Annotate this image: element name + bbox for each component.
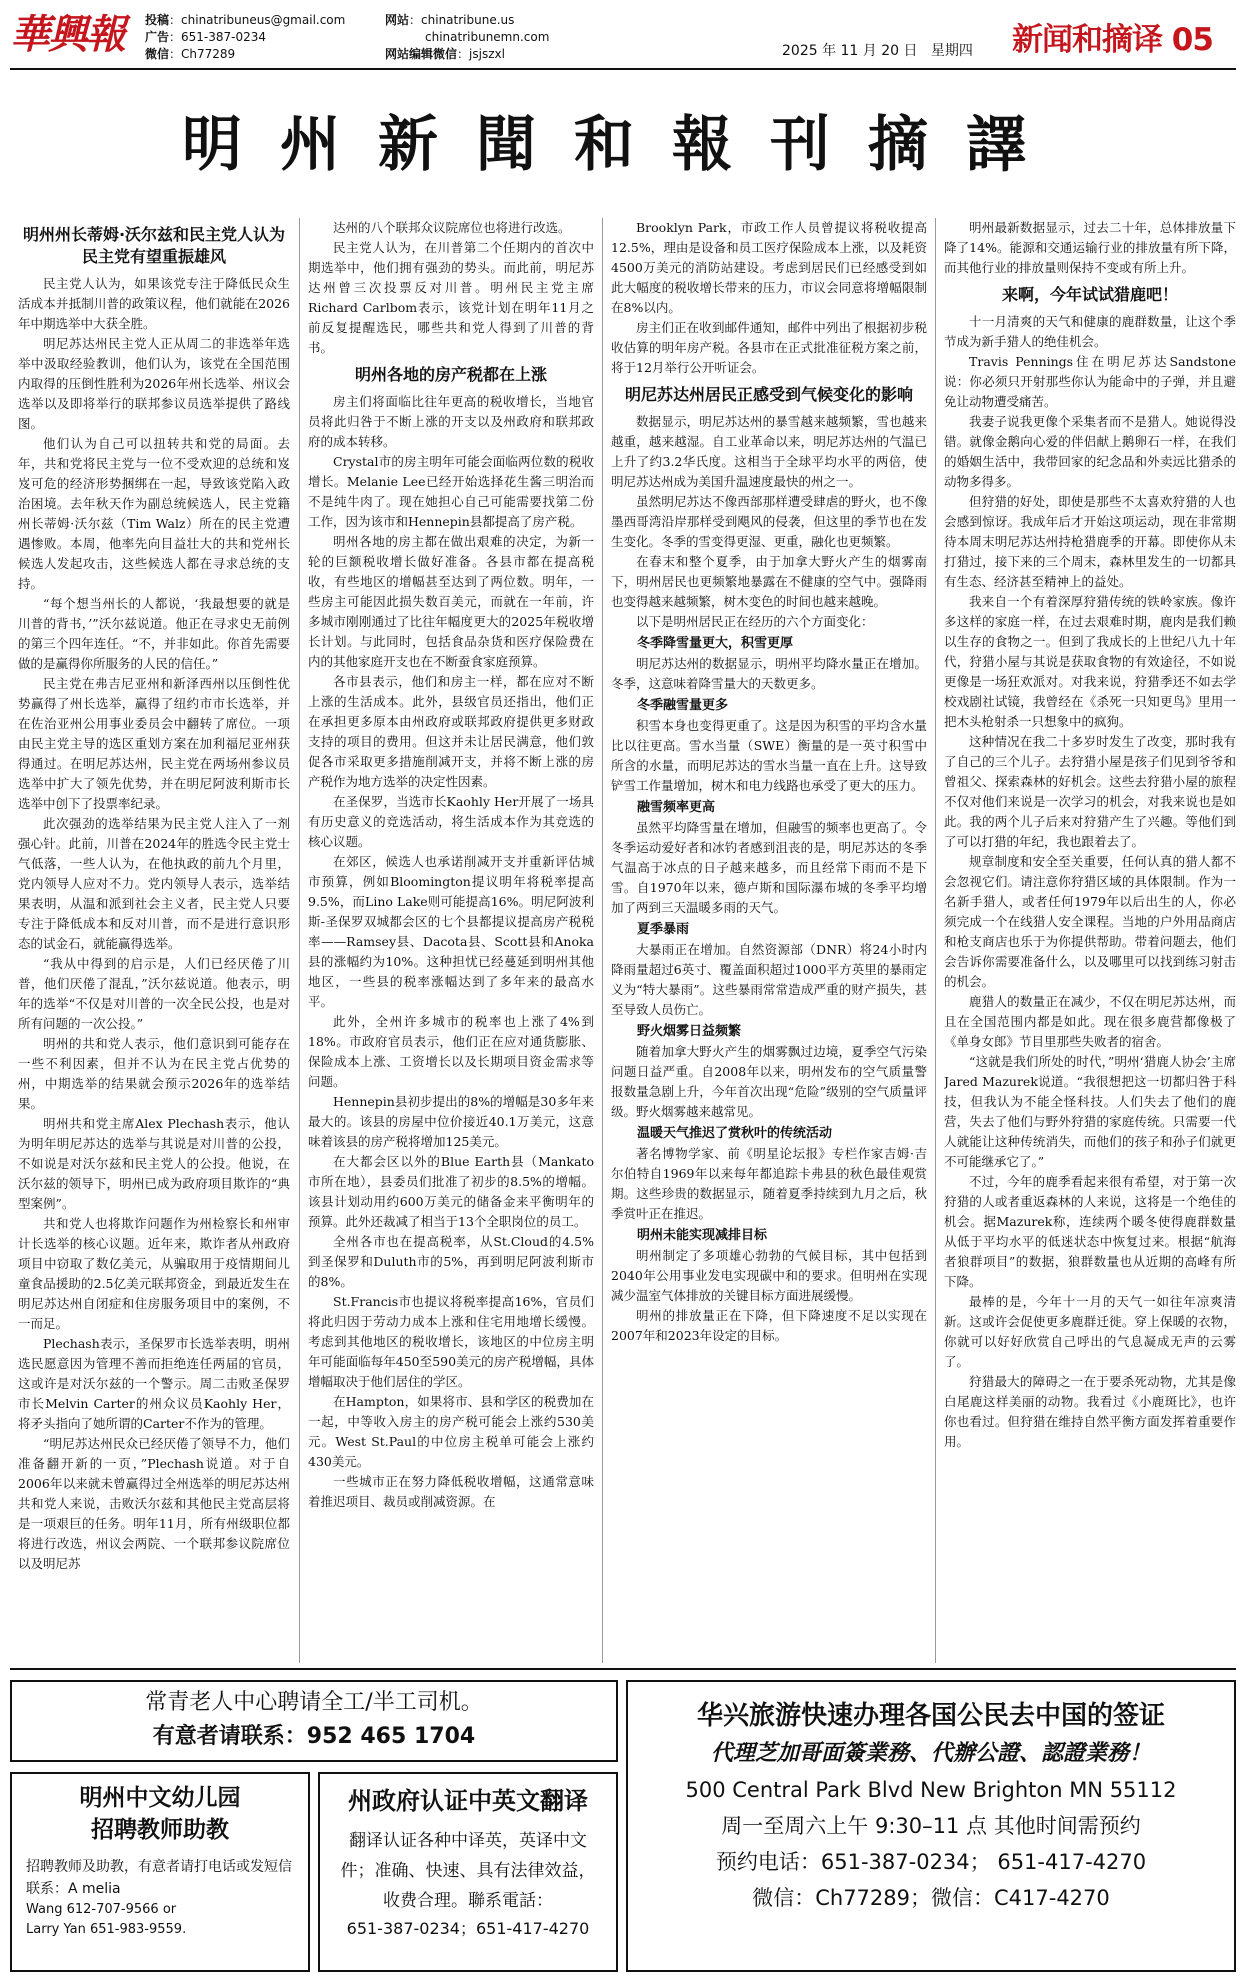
website-link[interactable]: 网站：chinatribune.us xyxy=(385,13,515,27)
article-paragraph: 房主们正在收到邮件通知，邮件中列出了根据初步税收估算的明年房产税。各县市在正式批准征税方案之前，将于12月举行公开听证会。 xyxy=(611,320,927,375)
article-paragraph: 十一月清爽的天气和健康的鹿群数量，让这个季节成为新手猎人的绝佳机会。 xyxy=(944,314,1236,349)
ad-translate-phone: 651-387-0234；651-417-4270 xyxy=(346,1919,590,1938)
article-paragraph: 民主党在弗吉尼亚州和新泽西州以压倒性优势赢得了州长选举，赢得了纽约市市长选举，并在佐治亚州公用事业委员会中翻转了席位。一项由民主党主导的选区重划方案在加利福尼亚州获得通过。在明尼苏达州，民主党在两场州参议员选举中扩大了领先优势，并在明尼阿波利斯市长选举中创下了投票率纪录。 xyxy=(18,676,290,811)
article-paragraph: 虽然明尼苏达不像西部那样遭受肆虐的野火，也不像墨西哥湾沿岸那样受到飓风的侵袭，但这里的季节也在发生变化。冬季的雪变得更湿、更重，融化也更频繁。 xyxy=(611,494,927,549)
article-paragraph: 在圣保罗，当选市长Kaohly Her开展了一场具有历史意义的竞选活动，将生活成本作为其竞选的核心议题。 xyxy=(308,794,594,849)
article-paragraph: 我来自一个有着深厚狩猎传统的铁岭家族。像许多这样的家庭一样，在过去艰难时期，鹿肉是我们赖以生存的食物之一。但到了我成长的上世纪八九十年代，狩猎小屋与其说是获取食物的有效途径，不如说更像是一场狂欢派对。对我来说，狩猎季还不如去学校戏剧社试镜，我曾经在《杀死一只知更鸟》里用一把木头枪射杀一只想象中的疯狗。 xyxy=(944,594,1236,729)
article-paragraph: 不过，今年的鹿季看起来很有希望，对于第一次狩猎的人或者重返森林的人来说，这将是一个绝佳的机会。据Mazurek称，连续两个暖冬使得鹿群数量从低于平均水平的低迷状态中恢复过来。根据“航海者狼群项目”的数据，狼群数量也从近期的高峰有所下降。 xyxy=(944,1174,1236,1289)
ad-senior-line1: 常青老人中心聘请全工/半工司机。 xyxy=(145,1690,483,1715)
contact-wechat: 微信：Ch77289 xyxy=(145,47,236,61)
article-paragraph: 明州最新数据显示，过去二十年，总体排放量下降了14%。能源和交通运输行业的排放量有所下降，而其他行业的排放量则保持不变或有所上升。 xyxy=(944,220,1236,275)
ad-travel-subtitle: 代理芝加哥面簽業務、代辦公證、認證業務！ xyxy=(710,1741,1151,1766)
article-paragraph: Hennepin县初步提出的8%的增幅是30多年来最大的。该县的房屋中位价接近40.1万美元，这意味着该县的房产税将增加125美元。 xyxy=(308,1094,594,1149)
masthead-divider xyxy=(10,68,1236,70)
ad-travel-visa xyxy=(626,1680,1236,1972)
article-column-3 xyxy=(611,218,927,1663)
section-title: 新闻和摘译 05 xyxy=(1012,22,1213,58)
ad-kindergarten xyxy=(10,1772,310,1972)
ad-travel-hours: 周一至周六上午 9:30–11 点 其他时间需预约 xyxy=(721,1814,1141,1838)
article-paragraph: 各市县表示，他们和房主一样，都在应对不断上涨的生活成本。此外，县级官员还指出，他们正在承担更多原本由州政府或联邦政府提供更多财政支持的项目的费用。但这并未让居民满意，他们敦促各市采取更多措施削减开支，并将不断上涨的房产税作为地方选举的决定性因素。 xyxy=(308,674,594,789)
article-paragraph: 但狩猎的好处，即使是那些不太喜欢狩猎的人也会感到惊讶。我成年后才开始这项运动，现在非常期待本周末明尼苏达州持枪猎鹿季的开幕。即使你从未打猎过，接下来的三个周末，森林里发生的一切都具有生态、经济甚至精神上的益处。 xyxy=(944,494,1236,589)
article-paragraph: 在春末和整个夏季，由于加拿大野火产生的烟雾南下，明州居民也更频繁地暴露在不健康的空气中。强降雨也变得越来越频繁，树木变色的时间也越来越晚。 xyxy=(611,554,927,609)
article-paragraph: 明尼苏达州民主党人正从周二的非选举年选举中汲取经验教训，他们认为，该党在全国范围内取得的压倒性胜利为2026年州长选举、州议会选举以及即将举行的联邦参议员选举提供了路线图。 xyxy=(18,336,290,431)
article-paragraph: 规章制度和安全至关重要，任何认真的猎人都不会忽视它们。请注意你狩猎区域的具体限制。作为一名新手猎人，或者任何1979年以后出生的人，你必须完成一个在线猎人安全课程。当地的户外用品商店和枪支商店也乐于为你提供帮助。带着问题去，他们会告诉你需要准备什么，以及哪里可以找到练习射击的机会。 xyxy=(944,854,1236,989)
article-paragraph: 虽然平均降雪量在增加，但融雪的频率也更高了。令冬季运动爱好者和冰钓者感到沮丧的是，明尼苏达的冬季气温高于冰点的日子越来越多，而且经常下雨而不是下雪。自1970年以来，德卢斯和国际瀑布城的冬季平均增加了两到三天温暖多雨的天气。 xyxy=(611,820,927,915)
contact-info-right xyxy=(385,12,605,63)
article-paragraph: Plechash表示，圣保罗市长选举表明，明州选民愿意因为管理不善而拒绝连任两届的官员，这或许是对沃尔兹的一个警示。周二击败圣保罗市长Melvin Carter的州众议员Kaohly Her，将矛头指向了她所谓的Carter不作为的管理。 xyxy=(18,1336,290,1431)
ad-school-title1: 明州中文幼儿园 xyxy=(79,1785,241,1811)
article-paragraph: 明州各地的房主都在做出艰难的决定，为新一轮的巨额税收增长做好准备。各县市都在提高税收，有些地区的增幅甚至达到了两位数。明年，一些房主可能因此损失数百美元，而就在一年前，许多城市刚刚通过了比往年幅度更大的2025年税收增长计划。与此同时，包括食品杂货和医疗保险费在内的其他家庭开支也在不断蚕食家庭预算。 xyxy=(308,534,594,669)
article-headline: 明州各地的房产税都在上涨 xyxy=(354,365,547,384)
article-column-4 xyxy=(944,218,1236,1663)
ad-senior-line2: 有意者请联系：952 465 1704 xyxy=(152,1724,476,1749)
contact-info-left xyxy=(145,12,385,63)
website-link-alt[interactable]: chinatribunemn.com xyxy=(425,30,550,44)
masthead xyxy=(0,0,1246,72)
article-paragraph: “我从中得到的启示是，人们已经厌倦了川普，他们厌倦了混乱，”沃尔兹说道。他表示，明年的选举“不仅是对川普的一次全民公投，也是对所有问题的一次公投。” xyxy=(18,956,290,1031)
editor-wechat: 网站编辑微信：jsjszxl xyxy=(385,47,505,61)
ad-translate-body3: 收费合理。聯系電話： xyxy=(383,1891,553,1911)
article-paragraph: 明州共和党主席Alex Plechash表示，他认为明年明尼苏达的选举与其说是对川普的公投，不如说是对沃尔兹和民主党人的公投。他说，在沃尔兹的领导下，明州已成为政府项目欺诈的“典型案例”。 xyxy=(18,1116,290,1211)
article-paragraph: 著名博物学家、前《明星论坛报》专栏作家吉姆·吉尔伯特自1969年以来每年都追踪卡弗县的秋色最佳观赏期。这些珍贵的数据显示，随着夏季持续到九月之后，秋季赏叶正在推迟。 xyxy=(611,1146,927,1221)
article-paragraph: 此次强劲的选举结果为民主党人注入了一剂强心针。此前，川普在2024年的胜选令民主党士气低落，一些人认为，在他执政的前九个月里，党内领导人应对不力。党内领导人表示，选举结果表明，从温和派到社会主义者，民主党人只要专注于降低成本和反对川普，而不是进行意识形态的试金石，就能赢得选举。 xyxy=(18,816,290,951)
ad-translate-body1: 翻译认证各种中译英，英译中文 xyxy=(349,1831,587,1851)
article-paragraph: 在Hampton，如果将市、县和学区的税费加在一起，中等收入房主的房产税可能会上涨约530美元。West St.Paul的中位房主税单可能会上涨约430美元。 xyxy=(308,1394,594,1469)
article-column-1 xyxy=(18,218,290,1663)
articles-area xyxy=(18,218,1236,1663)
article-paragraph: 一些城市正在努力降低税收增幅，这通常意味着推迟项目、裁员或削减资源。在 xyxy=(308,1474,594,1509)
article-paragraph: 他们认为自己可以扭转共和党的局面。去年，共和党将民主党与一位不受欢迎的总统和岌岌可危的经济形势捆绑在一起，导致该党陷入政治困境。去年秋天作为副总统候选人，民主党籍州长蒂姆·沃尔兹（Tim Walz）所在的民主党遭遇惨败。本周，他率先向目益壮大的共和党州长候选人发起攻击，这些候选人都在寻求总统的支持。 xyxy=(18,436,290,591)
article-paragraph: 在郊区，候选人也承诺削减开支并重新评估城市预算，例如Bloomington提议明年将税率提高9.5%，而Lino Lake则可能提高16%。明尼阿波利斯-圣保罗双城都会区的七个县都提议提高房产税税率——Ramsey县、Dacota县、Scott县和Anoka县的涨幅约为10%。这种担忧已经蔓延到明州其他地区，一些县的税率涨幅达到了多年来的最高水平。 xyxy=(308,854,594,1009)
article-headline: 明尼苏达州居民正感受到气候变化的影响 xyxy=(624,385,913,404)
article-paragraph: 最棒的是，今年十一月的天气一如往年凉爽清新。这或许会促使更多鹿群迁徙。穿上保暖的衣物，你就可以好好欣赏自己呼出的气息凝成无声的云雾了。 xyxy=(944,1294,1236,1369)
article-paragraph: 以下是明州居民正在经历的六个方面变化： xyxy=(636,614,874,629)
article-paragraph: 在大都会区以外的Blue Earth县（Mankato市所在地），县委员们批准了初步的8.5%的增幅。该县计划动用约600万美元的储备金来平衡明年的预算。此外还裁减了相当于13个全职岗位的员工。 xyxy=(308,1154,594,1229)
ad-travel-phone: 预约电话：651-387-0234； 651-417-4270 xyxy=(715,1850,1147,1874)
ad-translate-title: 州政府认证中英文翻译 xyxy=(348,1787,588,1815)
issue-date: 2025 年 11 月 20 日 星期四 xyxy=(782,43,973,59)
article-paragraph: 数据显示，明尼苏达州的暴雪越来越频繁，雪也越来越重，越来越湿。自工业革命以来，明尼苏达州的气温已上升了约3.2华氏度。这相当于全球平均水平的两倍，使明尼苏达州成为美国升温速度最快的州之一。 xyxy=(611,414,927,489)
article-subheading: 冬季融雪量更多 xyxy=(637,698,729,713)
article-paragraph: 积雪本身也变得更重了。这是因为积雪的平均含水量比以往更高。雪水当量（SWE）衡量的是一英寸积雪中所含的水量，而明尼苏达的雪水当量一直在上升。这导致铲雪工作量增加，树木和电力线路也承受了更大的压力。 xyxy=(611,718,927,793)
article-paragraph: 民主党人认为，如果该党专注于降低民众生活成本并抵制川普的政策议程，他们就能在2026年中期选举中大获全胜。 xyxy=(18,276,290,331)
contact-ads-phone: 广告：651-387-0234 xyxy=(145,30,267,44)
ad-translate-body2: 件；准确、快速、具有法律效益， xyxy=(340,1861,596,1881)
article-headline: 明州州长蒂姆·沃尔兹和民主党人认为民主党有望重振雄风 xyxy=(22,225,286,266)
article-paragraph: 狩猎最大的障碍之一在于要杀死动物，尤其是像白尾鹿这样美丽的动物。我看过《小鹿斑比》，也许你也看过。但狩猎在维持自然平衡方面发挥着重要作用。 xyxy=(944,1374,1236,1449)
page-banner-title: 明州新聞和報刊摘譯 xyxy=(182,110,1064,180)
article-paragraph: 明州的排放量正在下降，但下降速度不足以实现在2007年和2023年设定的目标。 xyxy=(611,1308,927,1343)
article-paragraph: 全州各市也在提高税率，从St.Cloud的4.5%到圣保罗和Duluth市的5%，再到明尼阿波利斯市的8%。 xyxy=(308,1234,594,1289)
article-paragraph: St.Francis市也提议将税率提高16%，官员们将此归因于劳动力成本上涨和住宅用地增长缓慢。考虑到其他地区的税收增长，该地区的中位房主明年可能面临每年450至590美元的房产税增幅，具体增幅取决于他们居住的学区。 xyxy=(308,1294,594,1389)
article-paragraph: “这就是我们所处的时代，”明州‘猎鹿人协会’主席Jared Mazurek说道。“我很想把这一切都归咎于科技，但我认为不能全怪科技。人们失去了他们的鹿营，失去了他们与野外狩猎的家庭传统。只需要一代人就能让这种传统消失，而他们的孩子和孙子们就更不可能继承它了。” xyxy=(944,1054,1236,1169)
article-paragraph: 明尼苏达州的数据显示，明州平均降水量正在增加。冬季，这意味着降雪量大的天数更多。 xyxy=(611,656,927,691)
article-headline: 来啊，今年试试猎鹿吧！ xyxy=(1001,285,1178,304)
ad-senior-center xyxy=(10,1680,618,1762)
article-subheading: 野火烟雾日益频繁 xyxy=(637,1024,742,1039)
article-subheading: 温暖天气推迟了赏秋叶的传统活动 xyxy=(637,1126,833,1141)
article-paragraph: 明州制定了多项雄心勃勃的气候目标，其中包括到2040年公用事业发电实现碳中和的要求。但明州在实现减少温室气体排放的关键目标方面进展缓慢。 xyxy=(611,1248,927,1303)
article-paragraph: Brooklyn Park，市政工作人员曾提议将税收提高12.5%，理由是设备和员工医疗保险成本上涨，以及耗资4500万美元的消防站建设。考虑到居民们已经感受到如此大幅度的税收增长带来的压力，市议会同意将增幅限制在8%以内。 xyxy=(611,220,927,315)
article-subheading: 融雪频率更高 xyxy=(637,800,716,815)
contact-email[interactable]: 投稿：chinatribuneus@gmail.com xyxy=(145,13,346,27)
article-paragraph: Crystal市的房主明年可能会面临两位数的税收增长。Melanie Lee已经开始选择花生酱三明治而不是纯牛肉了。现在她担心自己可能需要找第二份工作，因为该市和Hennepin县都提高了房产税。 xyxy=(308,454,594,529)
newspaper-logo: 華興報 xyxy=(10,11,124,58)
article-paragraph: 共和党人也将欺诈问题作为州检察长和州审计长选举的核心议题。近年来，欺诈者从州政府项目中窃取了数亿美元，从骗取用于疫情期间儿童食品援助的2.5亿美元联邦资金，到最近发生在明尼苏达州自闭症和住房服务项目中的案例，不一而足。 xyxy=(18,1216,290,1331)
ad-travel-title: 华兴旅游快速办理各国公民去中国的签证 xyxy=(696,1701,1165,1731)
article-subheading: 明州未能实现减排目标 xyxy=(637,1228,768,1243)
article-paragraph: “每个想当州长的人都说，‘我最想要的就是川普的背书，’”沃尔兹说道。他正在寻求史无前例的第三个四年连任。“不，并非如此。你首先需要做的是赢得你所服务的人民的信任。” xyxy=(18,596,290,671)
ad-travel-wechat: 微信：Ch77289；微信：C417-4270 xyxy=(752,1886,1110,1910)
article-paragraph: 随着加拿大野火产生的烟雾飘过边境，夏季空气污染问题日益严重。自2008年以来，明州发布的空气质量警报数量急剧上升，今年首次出现“危险”级别的空气质量评级。野火烟雾越来越常见。 xyxy=(611,1044,927,1119)
article-paragraph: 明州的共和党人表示，他们意识到可能存在一些不利因素，但并不认为在民主党占优势的州，中期选举的结果就会预示2026年的选举结果。 xyxy=(18,1036,290,1111)
article-paragraph: 达州的八个联邦众议院席位也将进行改选。 xyxy=(333,220,571,235)
ad-school-title2: 招聘教师助教 xyxy=(91,1817,229,1843)
article-paragraph: 房主们将面临比往年更高的税收增长，当地官员将此归咎于不断上涨的开支以及州政府和联邦政府的成本转移。 xyxy=(308,394,594,449)
article-subheading: 夏季暴雨 xyxy=(637,922,690,937)
article-paragraph: 这种情况在我二十多岁时发生了改变，那时我有了自己的三个儿子。去狩猎小屋是孩子们见到爷爷和曾祖父、探索森林的好机会。这些去狩猎小屋的旅程不仅对他们来说是一次学习的机会，对我来说也是如此。我的两个儿子后来对狩猎产生了兴趣。等他们到了可以打猎的年纪，我也跟着去了。 xyxy=(944,734,1236,849)
ads-divider xyxy=(10,1668,1236,1670)
ad-school-contact2: Larry Yan 651-983-9559. xyxy=(26,1922,187,1937)
ad-travel-address: 500 Central Park Blvd New Brighton MN 55112 xyxy=(685,1778,1177,1802)
article-paragraph: “明尼苏达州民众已经厌倦了领导不力，他们准备翻开新的一页，”Plechash说道。对于自2006年以来就未曾赢得过全州选举的明尼苏达州共和党人来说，击败沃尔兹和其他民主党高层将是一项艰巨的任务。明年11月，所有州级职位都将进行改选，州议会两院、一个联邦参议院席位以及明尼苏 xyxy=(18,1436,290,1571)
article-column-2 xyxy=(308,218,594,1663)
ad-school-contact1: Wang 612-707-9566 or xyxy=(26,1902,177,1917)
article-subheading: 冬季降雪量更大，积雪更厚 xyxy=(637,636,794,651)
article-paragraph: 此外，全州许多城市的税率也上涨了4%到18%。市政府官员表示，他们正在应对通货膨胀、保险成本上涨、工资增长以及长期项目资金需求等问题。 xyxy=(308,1014,594,1089)
ad-translation xyxy=(318,1772,618,1972)
article-paragraph: Travis Pennings住在明尼苏达Sandstone说：你必须只开射那些你认为能命中的子弹，并且避免让动物遭受痛苦。 xyxy=(944,354,1236,409)
article-paragraph: 民主党人认为，在川普第二个任期内的首次中期选举中，他们拥有强劲的势头。而此前，明尼苏达州曾三次投票反对川普。明州民主党主席Richard Carlbom表示，该党计划在明年11月之前反复提醒选民，哪些共和党人得到了川普的背书。 xyxy=(308,240,594,355)
article-paragraph: 大暴雨正在增加。自然资源部（DNR）将24小时内降雨量超过6英寸、覆盖面积超过1000平方英里的暴雨定义为“特大暴雨”。这些暴雨常常造成严重的财产损失，甚至导致人员伤亡。 xyxy=(611,942,927,1017)
article-paragraph: 我妻子说我更像个采集者而不是猎人。她说得没错。就像金鹅向心爱的伴侣献上鹅卵石一样，在我们的婚姻生活中，我带回家的纪念品和外卖远比猎杀的动物多得多。 xyxy=(944,414,1236,489)
article-paragraph: 鹿猎人的数量正在减少，不仅在明尼苏达州，而且在全国范围内都是如此。现在很多鹿营都像极了《单身女郎》节目里那些失败者的宿舍。 xyxy=(944,994,1236,1049)
ad-school-body: 招聘教师及助教，有意者请打电话或发短信联系：A melia xyxy=(26,1859,292,1897)
